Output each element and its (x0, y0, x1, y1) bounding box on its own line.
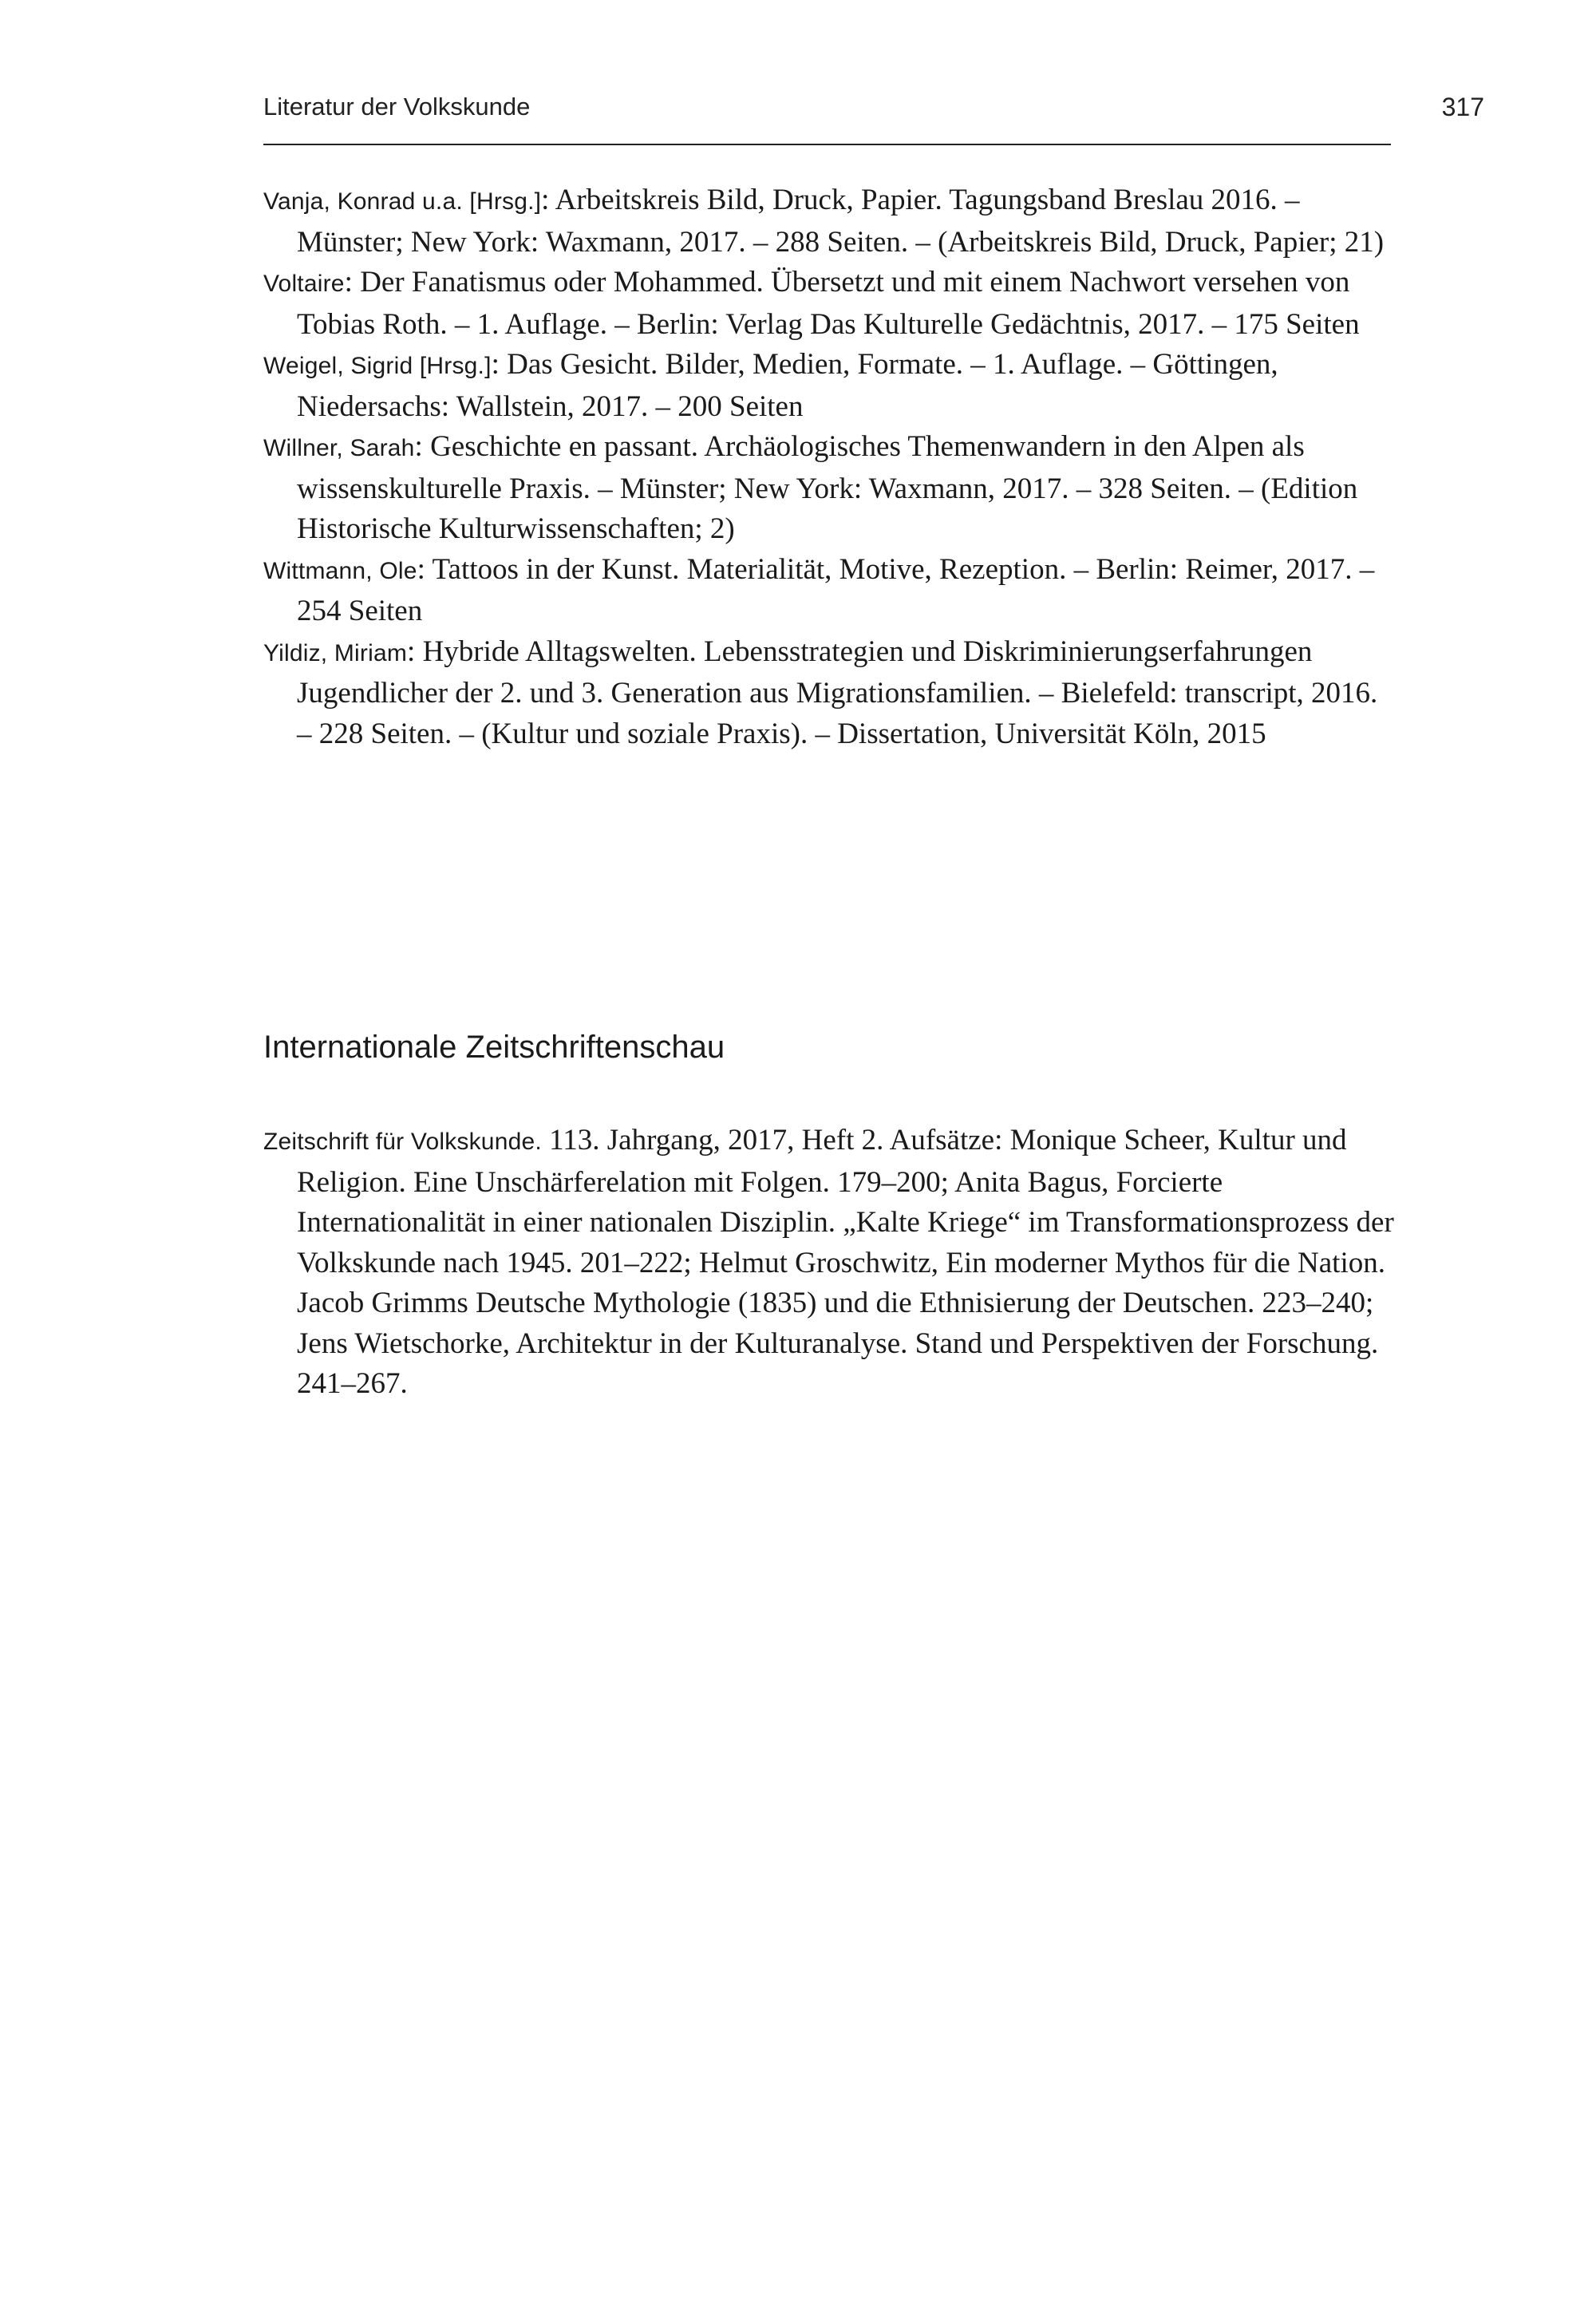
header-rule (263, 144, 1391, 145)
bibliography-entry (263, 180, 1396, 263)
entry-text: : Der Fanatismus oder Mohammed. Übersetzt und mit einem Nachwort versehen von Tobias Roth. – 1. Auflage. – Berlin: Verlag Das Kulturelle Gedächtnis, 2017. – 175 Seiten (297, 266, 1360, 341)
entry-author: Vanja, Konrad u.a. [Hrsg.] (263, 188, 542, 215)
running-head (263, 89, 1484, 147)
entry-author: Wittmann, Ole (263, 557, 417, 584)
entry-author: Weigel, Sigrid [Hrsg.] (263, 353, 492, 379)
entry-text: : Hybride Alltagswelten. Lebensstrategien und Diskriminierungserfahrungen Jugendlicher der 2. und 3. Generation aus Migrationsfamilien. – Bielefeld: transcript, 2016. – 228 Seiten. – (Kultur und soziale Praxis). – Dissertation, Universität Köln, 2015 (297, 635, 1378, 750)
bibliography-entry (263, 345, 1396, 427)
entry-author: Voltaire (263, 271, 345, 297)
journal-title: Zeitschrift für Volkskunde. (263, 1129, 542, 1155)
journal-review-list (263, 1121, 1396, 1405)
bibliography-list (263, 180, 1396, 754)
bibliography-entry (263, 632, 1396, 755)
page-number: 317 (1441, 93, 1484, 121)
journal-entry (263, 1121, 1396, 1405)
entry-text: : Das Gesicht. Bilder, Medien, Formate. – 1. Auflage. – Göttingen, Niedersachs: Wallstein, 2017. – 200 Seiten (297, 348, 1278, 423)
entry-text: : Geschichte en passant. Archäologisches Themenwandern in den Alpen als wissenskulturelle Praxis. – Münster; New York: Waxmann, 2017. – 328 Seiten. – (Edition Historische Kulturwissenschaften; 2) (297, 430, 1358, 545)
section-heading: Internationale Zeitschriftenschau (263, 1030, 725, 1065)
entry-author: Yildiz, Miriam (263, 639, 408, 666)
bibliography-entry (263, 427, 1396, 550)
entry-author: Willner, Sarah (263, 435, 415, 461)
journal-entry-text: 113. Jahrgang, 2017, Heft 2. Aufsätze: Monique Scheer, Kultur und Religion. Eine Unschärferelation mit Folgen. 179–200; Anita Bagus, Forcierte Internationalität in einer nationalen Disziplin. „Kalte Kriege“ im Transformationsprozess der Volkskunde nach 1945. 201–222; Helmut Groschwitz, Ein moderner Mythos für die Nation. Jacob Grimms Deutsche Mythologie (1835) und die Ethnisierung der Deutschen. 223–240; Jens Wietschorke, Architektur in der Kulturanalyse. Stand und Perspektiven der Forschung. 241–267. (297, 1124, 1394, 1400)
entry-text: : Arbeitskreis Bild, Druck, Papier. Tagungsband Breslau 2016. – Münster; New York: Waxmann, 2017. – 288 Seiten. – (Arbeitskreis Bild, Druck, Papier; 21) (297, 184, 1385, 259)
running-head-title: Literatur der Volkskunde (263, 93, 531, 121)
entry-text: : Tattoos in der Kunst. Materialität, Motive, Rezeption. – Berlin: Reimer, 2017. – 254 Seiten (297, 552, 1375, 627)
bibliography-entry (263, 550, 1396, 632)
bibliography-entry (263, 263, 1396, 345)
